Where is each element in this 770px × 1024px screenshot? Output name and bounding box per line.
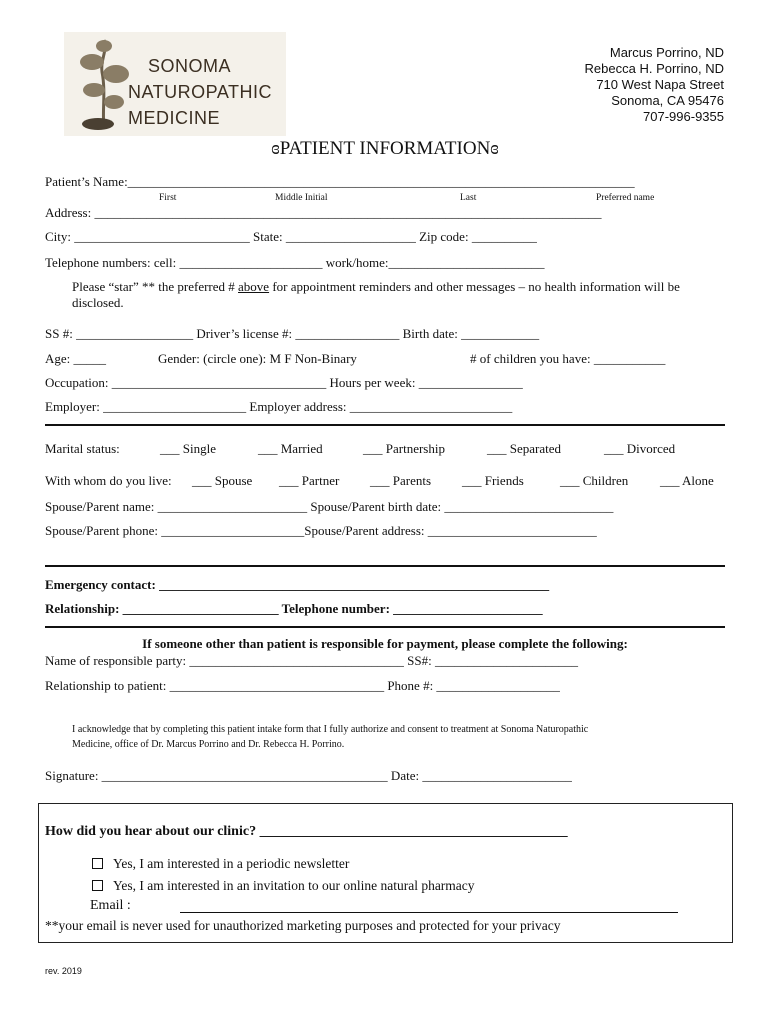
marital-option-separated[interactable]: ___ Separated	[487, 441, 562, 456]
marital-option-married[interactable]: ___ Married	[258, 441, 323, 456]
acknowledgment-line-1: I acknowledge that by completing this patient intake form that I fully authorize and consent to treatment at Sonoma Naturopathic	[72, 724, 589, 735]
section-divider	[45, 424, 725, 426]
signature-field[interactable]: Signature: ____________________________________________ Date: _______________________	[45, 768, 572, 783]
revision-label: rev. 2019	[45, 966, 82, 976]
city-state-zip: Sonoma, CA 95476	[611, 93, 724, 108]
spouse-phone-field[interactable]: Spouse/Parent phone: ______________________Spouse/Parent address: __________________________	[45, 523, 597, 538]
occupation-field[interactable]: Occupation: _________________________________ Hours per week: ________________	[45, 375, 523, 390]
newsletter-option[interactable]: Yes, I am interested in a periodic newsletter	[92, 856, 349, 872]
marital-option-partnership[interactable]: ___ Partnership	[363, 441, 445, 456]
newsletter-checkbox[interactable]	[92, 858, 103, 869]
ss-license-birth-field[interactable]: SS #: __________________ Driver’s license #: ________________ Birth date: ____________	[45, 326, 540, 341]
live-with-label: With whom do you live:	[45, 473, 172, 488]
name-sublabel-preferred: Preferred name	[596, 193, 655, 203]
street-address: 710 West Napa Street	[596, 77, 724, 92]
acknowledgment-line-2: Medicine, office of Dr. Marcus Porrino and Dr. Rebecca H. Porrino.	[72, 739, 345, 750]
title-text: PATIENT INFORMATION	[279, 138, 491, 159]
section-divider	[45, 565, 725, 567]
marital-status-label: Marital status:	[45, 441, 120, 456]
doctor-1: Marcus Porrino, ND	[609, 45, 724, 60]
responsible-party-header: If someone other than patient is responsible for payment, please complete the following:	[142, 636, 628, 651]
children-field[interactable]: # of children you have: ___________	[470, 351, 666, 366]
marital-option-single[interactable]: ___ Single	[160, 441, 216, 456]
logo-text-sonoma: SONOMA	[148, 56, 232, 76]
referral-question[interactable]: How did you hear about our clinic? ____________________________________________	[45, 824, 568, 839]
live-option-friends[interactable]: ___ Friends	[462, 473, 524, 488]
relationship-field[interactable]: Relationship: ________________________ Telephone number: _______________________	[45, 601, 543, 616]
age-field[interactable]: Age: _____	[45, 351, 107, 366]
live-option-alone[interactable]: ___ Alone	[660, 473, 714, 488]
live-option-parents[interactable]: ___ Parents	[370, 473, 432, 488]
ornament-right-icon: ɞ	[490, 138, 499, 159]
pharmacy-option[interactable]: Yes, I am interested in an invitation to our online natural pharmacy	[92, 878, 475, 894]
section-divider	[45, 626, 725, 628]
page-title	[0, 138, 770, 160]
privacy-note: **your email is never used for unauthorized marketing purposes and protected for your privacy	[45, 918, 561, 933]
star-note-line2: disclosed.	[72, 295, 124, 310]
patient-name-field[interactable]: Patient’s Name:______________________________________________________________________________	[45, 174, 635, 189]
live-option-partner[interactable]: ___ Partner	[279, 473, 340, 488]
employer-field[interactable]: Employer: ______________________ Employer address: _________________________	[45, 399, 513, 414]
address-field[interactable]: Address: ______________________________________________________________________________	[45, 205, 602, 220]
doctor-2: Rebecca H. Porrino, ND	[584, 61, 724, 76]
name-sublabel-last: Last	[460, 193, 477, 203]
pharmacy-checkbox[interactable]	[92, 880, 103, 891]
responsible-relation-field[interactable]: Relationship to patient: _________________________________ Phone #: ___________________	[45, 678, 560, 693]
responsible-name-field[interactable]: Name of responsible party: _________________________________ SS#: ______________________	[45, 653, 578, 668]
live-option-spouse[interactable]: ___ Spouse	[192, 473, 253, 488]
practice-phone: 707-996-9355	[643, 109, 724, 124]
spouse-name-field[interactable]: Spouse/Parent name: _______________________ Spouse/Parent birth date: __________________________	[45, 499, 614, 514]
emergency-contact-field[interactable]: Emergency contact: ____________________________________________________________	[45, 577, 550, 592]
city-state-zip-field[interactable]: City: ___________________________ State: ____________________ Zip code: __________	[45, 229, 537, 244]
star-note: Please “star” ** the preferred # above for appointment reminders and other messages – no health information will be	[72, 279, 680, 294]
email-input-line[interactable]	[180, 912, 678, 913]
logo-text-medicine: MEDICINE	[128, 108, 221, 128]
logo-text-naturopathic: NATUROPATHIC	[128, 82, 272, 102]
marital-option-divorced[interactable]: ___ Divorced	[604, 441, 676, 456]
gender-field[interactable]: Gender: (circle one): M F Non-Binary	[158, 351, 357, 366]
logo	[64, 32, 286, 136]
name-sublabel-middle: Middle Initial	[275, 193, 328, 203]
email-label: Email :	[90, 898, 131, 913]
name-sublabel-first: First	[159, 193, 177, 203]
practice-address	[585, 45, 724, 125]
telephone-field[interactable]: Telephone numbers: cell: ______________________ work/home:________________________	[45, 255, 545, 270]
ornament-left-icon: ɞ	[271, 138, 280, 159]
live-option-children[interactable]: ___ Children	[560, 473, 629, 488]
